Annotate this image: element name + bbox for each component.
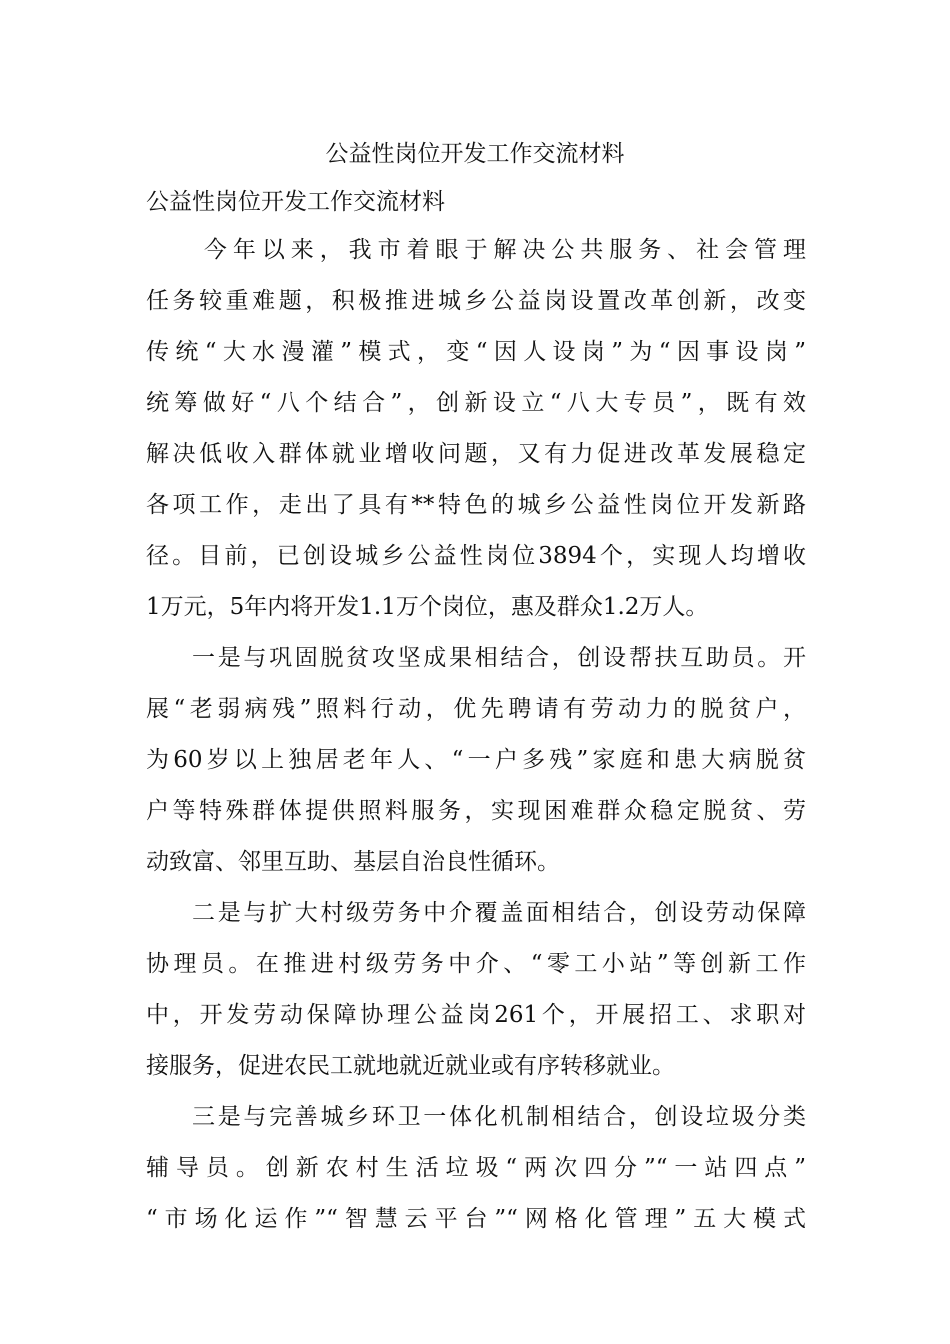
document-title: 公益性岗位开发工作交流材料 (325, 141, 625, 167)
paragraph-line: 三是与完善城乡环卫一体化机制相结合，创设垃圾分类 (192, 1104, 806, 1130)
paragraph-line: 接服务，促进农民工就地就近就业或有序转移就业。 (146, 1053, 675, 1079)
paragraph-line: 二是与扩大村级劳务中介覆盖面相结合，创设劳动保障 (192, 900, 806, 926)
paragraph-line: 传统“大水漫灌”模式，变“因人设岗”为“因事设岗” (146, 339, 806, 365)
paragraph-line: 解决低收入群体就业增收问题，又有力促进改革发展稳定 (146, 441, 806, 467)
document-subtitle: 公益性岗位开发工作交流材料 (146, 189, 445, 215)
paragraph-line: 统筹做好“八个结合”，创新设立“八大专员”，既有效 (146, 390, 806, 416)
paragraph-line: 今年以来，我市着眼于解决公共服务、社会管理 (146, 237, 806, 263)
paragraph-line: 为60岁以上独居老年人、“一户多残”家庭和患大病脱贫 (146, 747, 806, 773)
paragraph-line: 中，开发劳动保障协理公益岗261个，开展招工、求职对 (146, 1002, 806, 1028)
paragraph-line: 展“老弱病残”照料行动，优先聘请有劳动力的脱贫户， (146, 696, 806, 722)
paragraph-line: 任务较重难题，积极推进城乡公益岗设置改革创新，改变 (146, 288, 806, 314)
paragraph-line: 户等特殊群体提供照料服务，实现困难群众稳定脱贫、劳 (146, 798, 806, 824)
paragraph-line: 径。目前，已创设城乡公益性岗位3894个，实现人均增收 (146, 543, 806, 569)
paragraph-line: 一是与巩固脱贫攻坚成果相结合，创设帮扶互助员。开 (192, 645, 806, 671)
paragraph-line: 各项工作，走出了具有**特色的城乡公益性岗位开发新路 (146, 492, 806, 518)
paragraph-line: 1万元，5年内将开发1.1万个岗位，惠及群众1.2万人。 (146, 594, 709, 620)
paragraph-line: 辅导员。创新农村生活垃圾“两次四分”“一站四点” (146, 1155, 806, 1181)
paragraph-line: 协理员。在推进村级劳务中介、“零工小站”等创新工作 (146, 951, 806, 977)
paragraph-line: “市场化运作”“智慧云平台”“网格化管理”五大模式 (146, 1206, 806, 1232)
paragraph-line: 动致富、邻里互助、基层自治良性循环。 (146, 849, 560, 875)
